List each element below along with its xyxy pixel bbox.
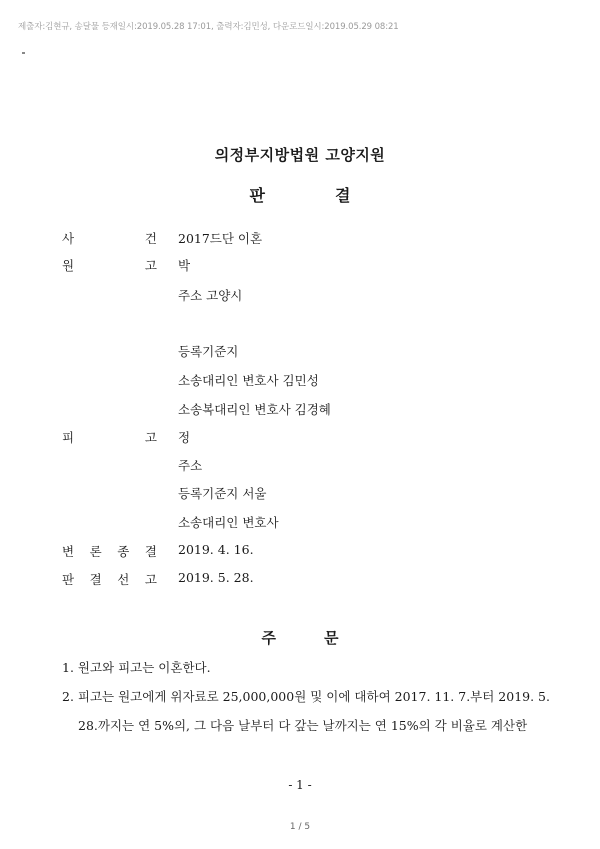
defendant-address: 주소 (178, 458, 203, 473)
order-item-1: 1. 원고와 피고는 이혼한다. (62, 660, 211, 675)
title-char-1: 판 (249, 186, 265, 205)
label-plaintiff: 원 고 (62, 258, 157, 273)
plaintiff-name: 박 (178, 258, 191, 273)
defendant-registry: 등록기준지 서울 (178, 486, 267, 501)
hearing-closed-date: 2019. 4. 16. (178, 542, 254, 557)
defendant-name: 정 (178, 430, 191, 445)
court-name: 의정부지방법원 고양지원 (214, 146, 386, 164)
plaintiff-sub-attorney: 소송복대리인 변호사 김경혜 (178, 402, 331, 417)
order-item-2-continuation: 28.까지는 연 5%의, 그 다음 날부터 다 갚는 날까지는 연 15%의 각 비율로 계산한 (78, 718, 528, 733)
label-hearing-closed: 변 론 종 결 (62, 544, 157, 559)
document-title (0, 183, 600, 206)
plaintiff-attorney: 소송대리인 변호사 김민성 (178, 373, 319, 388)
section-title-order: 주 문 (261, 629, 339, 647)
label-judgment-date: 판 결 선 고 (62, 572, 157, 587)
scan-speck (22, 52, 25, 54)
case-number: 2017드단 이혼 (178, 231, 263, 246)
defendant-attorney: 소송대리인 변호사 (178, 515, 279, 530)
order-item-2: 2. 피고는 원고에게 위자료로 25,000,000원 및 이에 대하여 2017. 11. 7.부터 2019. 5. (62, 689, 550, 704)
submission-header: 제출자:김현규, 송달물 등재일시:2019.05.28 17:01, 출력자:김민성, 다운로드일시:2019.05.29 08:21 (18, 22, 399, 32)
page-number: - 1 - (288, 778, 312, 792)
label-case: 사 건 (62, 231, 157, 246)
plaintiff-registry: 등록기준지 (178, 344, 239, 359)
page-count: 1 / 5 (289, 822, 311, 832)
plaintiff-address: 주소 고양시 (178, 288, 243, 303)
judgment-date: 2019. 5. 28. (178, 570, 254, 585)
label-defendant: 피 고 (62, 430, 157, 445)
title-char-2: 결 (335, 186, 351, 205)
